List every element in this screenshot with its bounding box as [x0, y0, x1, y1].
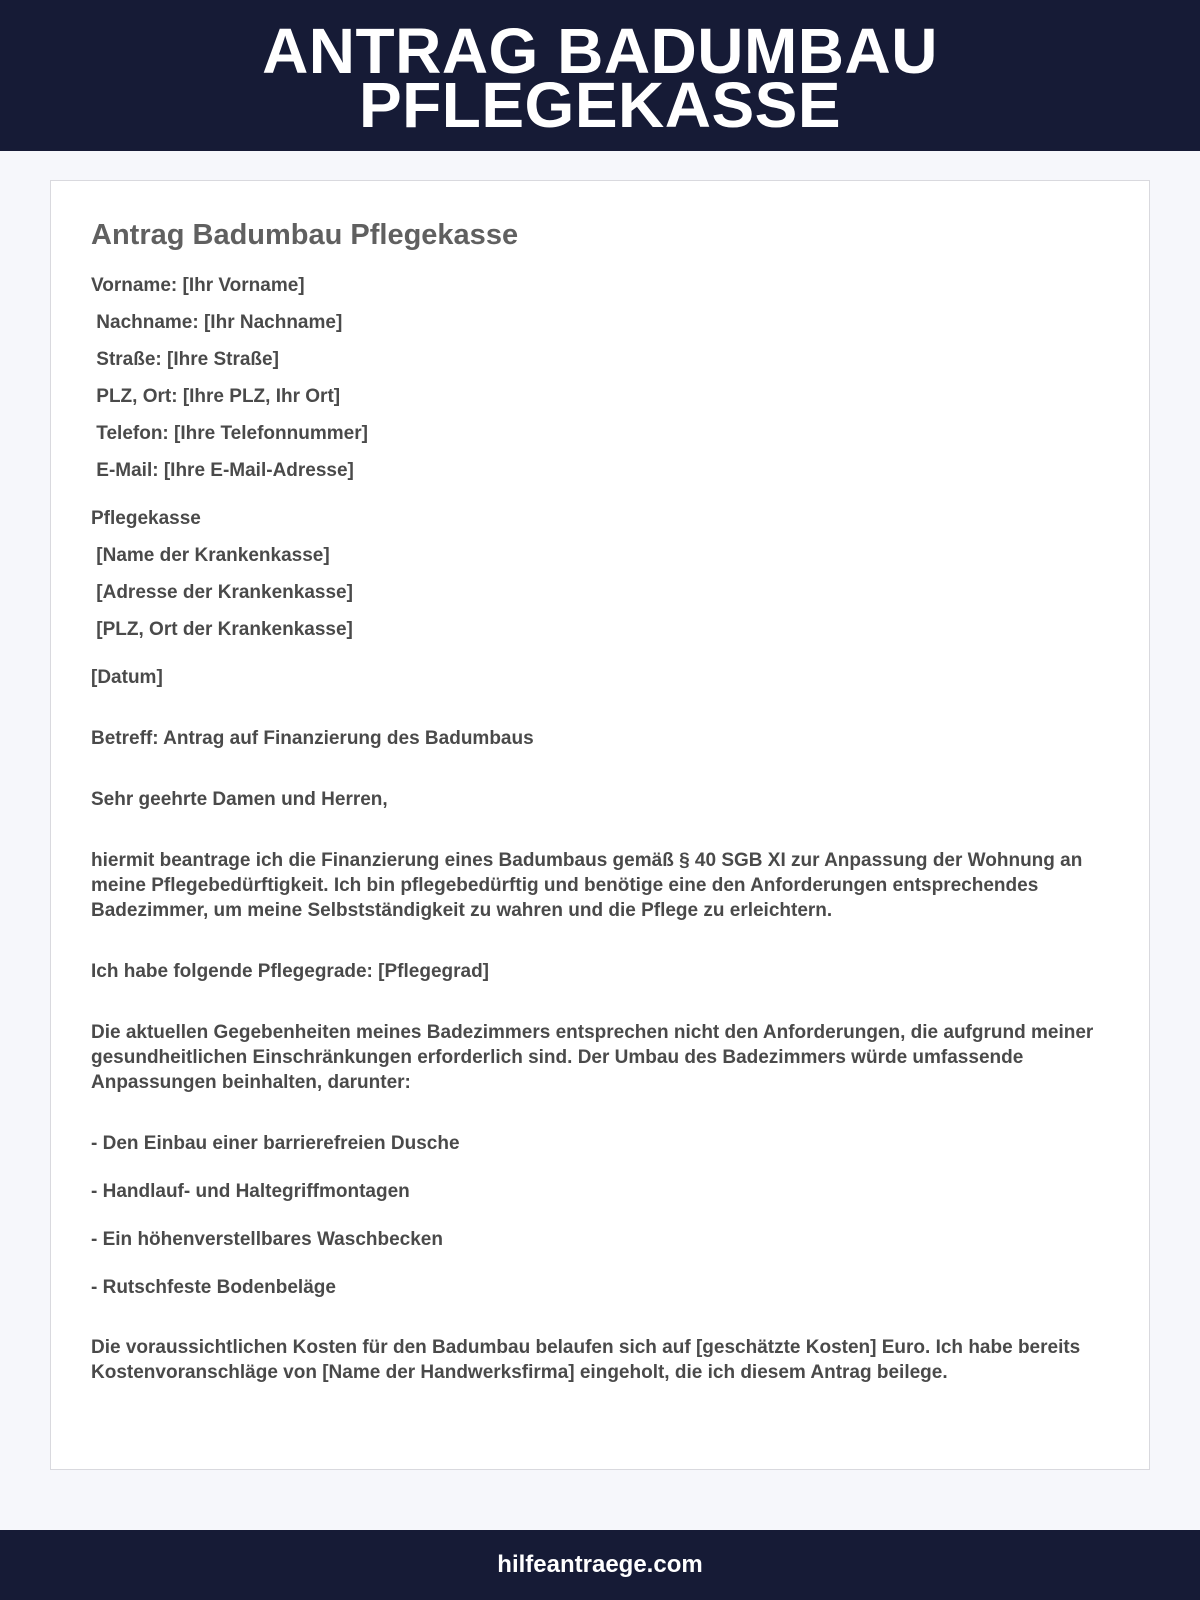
list-item: - Den Einbau einer barrierefreien Dusche [91, 1133, 460, 1154]
sender-last-name: Nachname: [Ihr Nachname] [91, 312, 343, 333]
recipient-block [91, 506, 1101, 654]
sender-zip-city: PLZ, Ort: [Ihre PLZ, Ihr Ort] [91, 386, 341, 407]
footer-bar [0, 1530, 1200, 1600]
spacer [91, 923, 1101, 959]
paragraph-care-level: Ich habe folgende Pflegegrade: [Pflegegrad] [91, 961, 490, 982]
adaptation-list [91, 1131, 1101, 1299]
spacer [91, 812, 1101, 848]
spacer [91, 690, 1101, 726]
list-item: - Ein höhenverstellbares Waschbecken [91, 1229, 443, 1250]
spacer [91, 1155, 1101, 1179]
spacer [91, 1251, 1101, 1275]
spacer [91, 1299, 1101, 1335]
spacer [91, 495, 1101, 506]
footer-site-name[interactable]: hilfeantraege.com [497, 1551, 703, 1578]
paragraph-situation: Die aktuellen Gegebenheiten meines Badezimmers entsprechen nicht den Anforderungen, die aufgrund meiner gesundheitlichen Einschränkungen erforderlich sind. Der Umbau des Badezimmers würde umfassende Anpassungen beinhalten, darunter: [91, 1022, 1094, 1093]
list-item: - Rutschfeste Bodenbeläge [91, 1277, 336, 1298]
spacer [91, 984, 1101, 1020]
recipient-address: [Adresse der Krankenkasse] [91, 582, 353, 603]
letter-salutation: Sehr geehrte Damen und Herren, [91, 789, 388, 810]
recipient-zip-city: [PLZ, Ort der Krankenkasse] [91, 619, 353, 640]
recipient-name: [Name der Krankenkasse] [91, 545, 330, 566]
spacer [91, 751, 1101, 787]
document-title: Antrag Badumbau Pflegekasse [91, 219, 519, 251]
spacer [91, 1095, 1101, 1131]
recipient-label: Pflegekasse [91, 508, 201, 529]
paragraph-request: hiermit beantrage ich die Finanzierung eines Badumbaus gemäß § 40 SGB XI zur Anpassung der Wohnung an meine Pflegebedürftigkeit. Ich bin pflegebedürftig und benötige eine den Anforderungen entsprechendes Badezimmer, um meine Selbstständigkeit zu wahren und die Pflege zu erleichtern. [91, 850, 1083, 921]
top-banner [0, 0, 1200, 151]
sender-block [91, 273, 1101, 495]
paragraph-costs: Die voraussichtlichen Kosten für den Badumbau belaufen sich auf [geschätzte Kosten] Euro. Ich habe bereits Kostenvoranschläge von [Name der Handwerksfirma] eingeholt, die ich diesem Antrag beilege. [91, 1337, 1081, 1383]
letter-body [91, 273, 1101, 1385]
spacer [91, 654, 1101, 665]
spacer [91, 1203, 1101, 1227]
banner-title-line-2: PFLEGEKASSE [358, 69, 842, 141]
banner-title-line-1: ANTRAG BADUMBAU [262, 15, 938, 87]
list-item: - Handlauf- und Haltegriffmontagen [91, 1181, 410, 1202]
letter-subject: Betreff: Antrag auf Finanzierung des Badumbaus [91, 728, 534, 749]
sender-phone: Telefon: [Ihre Telefonnummer] [91, 423, 368, 444]
letter-date: [Datum] [91, 667, 163, 688]
letter-card [50, 180, 1150, 1470]
sender-email: E-Mail: [Ihre E-Mail-Adresse] [91, 460, 354, 481]
sender-first-name: Vorname: [Ihr Vorname] [91, 275, 305, 296]
sender-street: Straße: [Ihre Straße] [91, 349, 279, 370]
